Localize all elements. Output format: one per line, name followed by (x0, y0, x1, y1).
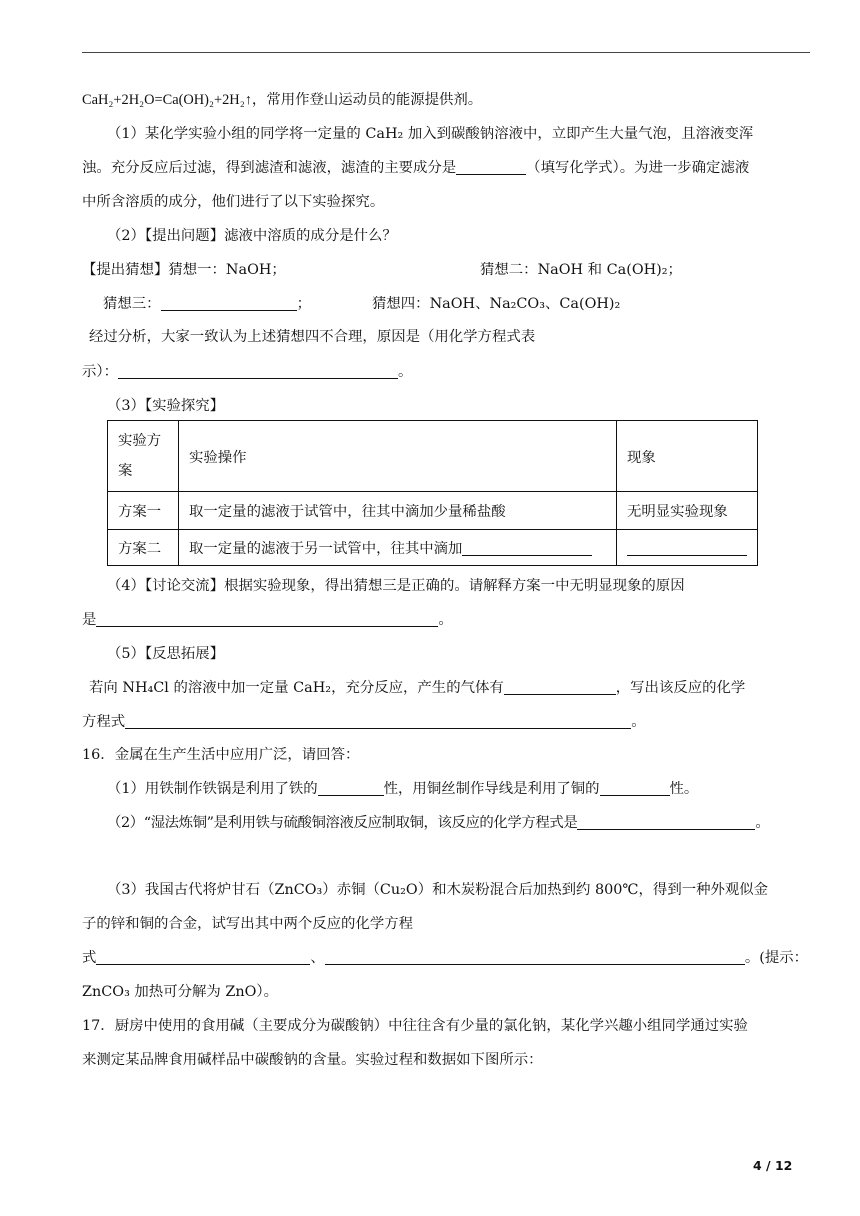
reaction-two-blank[interactable] (325, 948, 745, 965)
q15-part5-line1-text: 若向 NH₄Cl 的溶液中加一定量 CaH₂，充分反应，产生的气体有 (89, 680, 504, 696)
guess-three-sep: ； (296, 296, 311, 312)
q16-part2-end: 。 (755, 815, 770, 831)
guess-three (103, 294, 311, 314)
row1-operation: 取一定量的滤液于试管中，往其中滴加少量稀盐酸 (179, 492, 617, 530)
analysis-line2-label: 示）： (82, 364, 118, 380)
guess-three-blank[interactable] (161, 294, 297, 311)
reaction-line (82, 90, 482, 110)
q15-part2-question: （2）【提出问题】滤液中溶质的成分是什么？ (107, 228, 397, 244)
table-row (108, 492, 758, 530)
q15-part1-line3: 中所含溶质的成分，他们进行了以下实验探究。 (82, 194, 385, 210)
guess-four-equation-blank[interactable] (118, 362, 398, 379)
row2-plan: 方案二 (108, 530, 179, 566)
reaction-one-blank[interactable] (96, 948, 310, 965)
analysis-line1: 经过分析，大家一致认为上述猜想四不合理，原因是（用化学方程式表 (89, 329, 536, 345)
q16-part3-line1: （3）我国古代将炉甘石（ZnCO₃）赤铜（Cu₂O）和木炭粉混合后加热到约 800℃，得到一种外观似金 (107, 882, 769, 898)
header-operation: 实验操作 (179, 421, 617, 492)
guess-two: 猜想二：NaOH 和 Ca(OH)₂； (480, 262, 682, 278)
q15-part5-line2 (82, 712, 646, 732)
analysis-line2 (82, 362, 412, 382)
q15-part5-line2-end: 。 (631, 714, 646, 730)
header-rule (82, 52, 810, 53)
q16-part3-line4: ZnCO₃ 加热可分解为 ZnO）。 (82, 984, 278, 1000)
page-number: 4 / 12 (753, 1158, 793, 1173)
q15-part5-line1-tail: ，写出该反应的化学 (615, 680, 746, 696)
row2-phenomenon-cell (617, 530, 758, 566)
q16-part3-line3-label: 式 (82, 950, 97, 966)
q16-part3-line2: 子的锌和铜的合金，试写出其中两个反应的化学方程 (82, 916, 413, 932)
q16-part2 (107, 813, 769, 833)
iron-property-blank[interactable] (318, 779, 384, 796)
row1-plan: 方案一 (108, 492, 179, 530)
explanation-blank[interactable] (96, 610, 438, 627)
q17-line1: 17．厨房中使用的食用碱（主要成分为碳酸钠）中往往含有少量的氯化钠，某化学兴趣小组同学通过实验 (82, 1018, 748, 1034)
q15-part1-line2-text: 浊。充分反应后过滤，得到滤渣和滤液，滤渣的主要成分是 (82, 160, 457, 176)
q15-part1-line1: （1）某化学实验小组的同学将一定量的 CaH₂ 加入到碳酸钠溶液中，立即产生大量气泡，且溶液变浑 (107, 126, 754, 142)
q16-part3-hint-start: 。(提示： (744, 950, 808, 966)
q16-part1-text: （1）用铁制作铁锅是利用了铁的 (107, 781, 318, 797)
q16-heading: 16．金属在生产生活中应用广泛，请回答： (82, 747, 360, 763)
row1-phenomenon: 无明显实验现象 (617, 492, 758, 530)
q16-part2-text: （2）“湿法炼铜”是利用铁与硫酸铜溶液反应制取铜，该反应的化学方程式是 (107, 815, 578, 831)
nh4cl-equation-blank[interactable] (125, 712, 631, 729)
q15-part5-heading: （5）【反思拓展】 (107, 646, 225, 662)
copper-property-blank[interactable] (600, 779, 670, 796)
q15-part4-line2-end: 。 (438, 612, 453, 628)
q15-part5-line1 (89, 678, 745, 698)
q17-line2: 来测定某品牌食用碱样品中碳酸钠的含量。实验过程和数据如下图所示： (82, 1052, 543, 1068)
table-row (108, 530, 758, 566)
header-phenomenon: 现象 (617, 421, 758, 492)
q16-part1 (107, 779, 698, 799)
reaction-line-text: ，常用作登山运动员的能源提供剂。 (251, 92, 483, 108)
row2-operation-cell (179, 530, 617, 566)
gas-blank[interactable] (504, 678, 616, 695)
q16-part3-separator: 、 (310, 950, 325, 966)
q15-part3-heading: （3）【实验探究】 (107, 398, 225, 414)
q15-part5-line2-label: 方程式 (82, 714, 126, 730)
q15-part4-line2 (82, 610, 453, 630)
guess-four: 猜想四：NaOH、Na₂CO₃、Ca(OH)₂ (372, 296, 621, 312)
wet-copper-equation-blank[interactable] (577, 813, 755, 830)
row2-operation: 取一定量的滤液于另一试管中，往其中滴加 (189, 541, 463, 557)
q15-part4-line1: （4）【讨论交流】根据实验现象，得出猜想三是正确的。请解释方案一中无明显现象的原因 (107, 578, 685, 594)
q15-part4-line2-label: 是 (82, 612, 97, 628)
q16-part1-mid: 性，用铜丝制作导线是利用了铜的 (383, 781, 600, 797)
table-header-row (108, 421, 758, 492)
residue-answer-blank[interactable] (456, 158, 526, 175)
q16-part3-line3 (82, 948, 808, 968)
analysis-line2-end: 。 (397, 364, 413, 380)
q16-part1-end: 性。 (669, 781, 699, 797)
guess-three-label: 猜想三： (103, 296, 161, 312)
calcium-hydride-equation: CaH₂+2H₂O=Ca(OH)₂+2H₂↑ (82, 92, 252, 108)
q15-part1-line2-tail: （填写化学式）。为进一步确定滤液 (526, 160, 750, 176)
reagent-blank[interactable] (462, 539, 592, 556)
header-plan: 实验方案 (108, 421, 179, 492)
experiment-table (107, 420, 758, 566)
phenomenon-blank[interactable] (627, 539, 747, 556)
q15-part1-line2 (82, 158, 749, 178)
guess-one: 【提出猜想】猜想一：NaOH； (82, 262, 286, 278)
